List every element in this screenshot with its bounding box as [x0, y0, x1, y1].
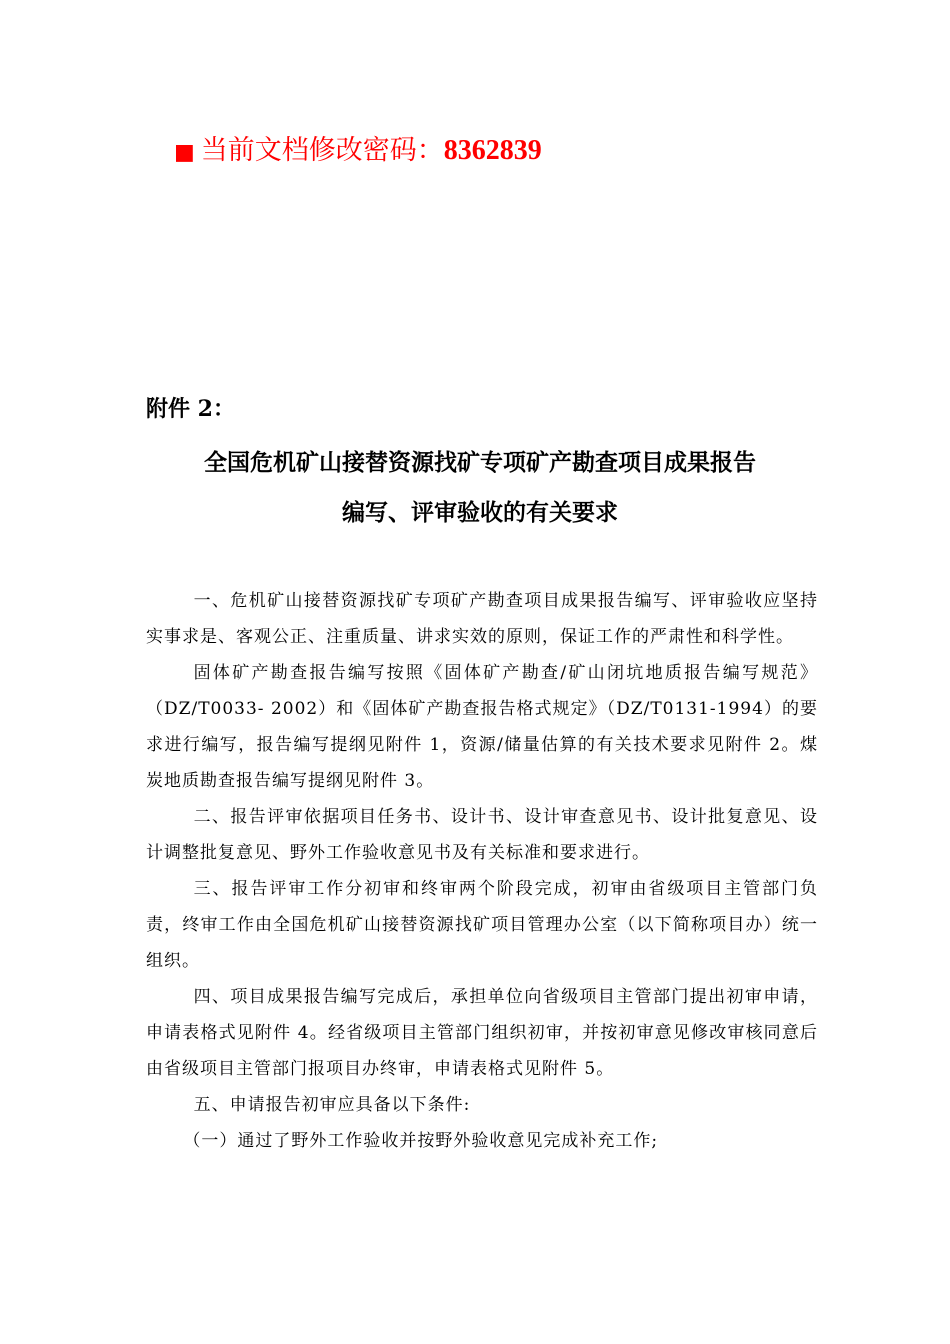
- document-body: [146, 583, 818, 1159]
- paragraph-conditions-heading: 五、申请报告初审应具备以下条件:: [193, 1095, 471, 1115]
- paragraph-condition-1: （一）通过了野外工作验收并按野外验收意见完成补充工作;: [183, 1131, 659, 1151]
- password-code: 8362839: [443, 135, 542, 166]
- paragraph-principles: 一、危机矿山接替资源找矿专项矿产勘查项目成果报告编写、评审验收应坚持实事求是、客观公正、注重质量、讲求实效的原则，保证工作的严肃性和科学性。: [146, 591, 818, 647]
- password-label: 当前文档修改密码：: [200, 135, 444, 166]
- paragraph-review-basis: 二、报告评审依据项目任务书、设计书、设计审查意见书、设计批复意见、设计调整批复意见、野外工作验收意见书及有关标准和要求进行。: [146, 807, 818, 863]
- paragraph-application-process: 四、项目成果报告编写完成后，承担单位向省级项目主管部门提出初审申请，申请表格式见附件 4。经省级项目主管部门组织初审，并按初审意见修改审核同意后由省级项目主管部门报项目办终审，申请表格式见附件 5。: [146, 987, 818, 1079]
- attachment-label: 附件 2：: [146, 396, 235, 422]
- red-square-icon: ■: [174, 140, 195, 165]
- document-title-line-1: 全国危机矿山接替资源找矿专项矿产勘查项目成果报告: [204, 449, 756, 476]
- password-notice: [174, 132, 542, 172]
- paragraph-compilation-standards: 固体矿产勘查报告编写按照《固体矿产勘查/矿山闭坑地质报告编写规范》（DZ/T0033- 2002）和《固体矿产勘查报告格式规定》（DZ/T0131-1994）的要求进行编写，报告编写提纲见附件 1，资源/储量估算的有关技术要求见附件 2。煤炭地质勘查报告编写提纲见附件 3。: [146, 663, 818, 791]
- paragraph-review-stages: 三、报告评审工作分初审和终审两个阶段完成，初审由省级项目主管部门负责，终审工作由全国危机矿山接替资源找矿项目管理办公室（以下简称项目办）统一组织。: [146, 879, 818, 971]
- document-title-line-2: 编写、评审验收的有关要求: [342, 499, 618, 526]
